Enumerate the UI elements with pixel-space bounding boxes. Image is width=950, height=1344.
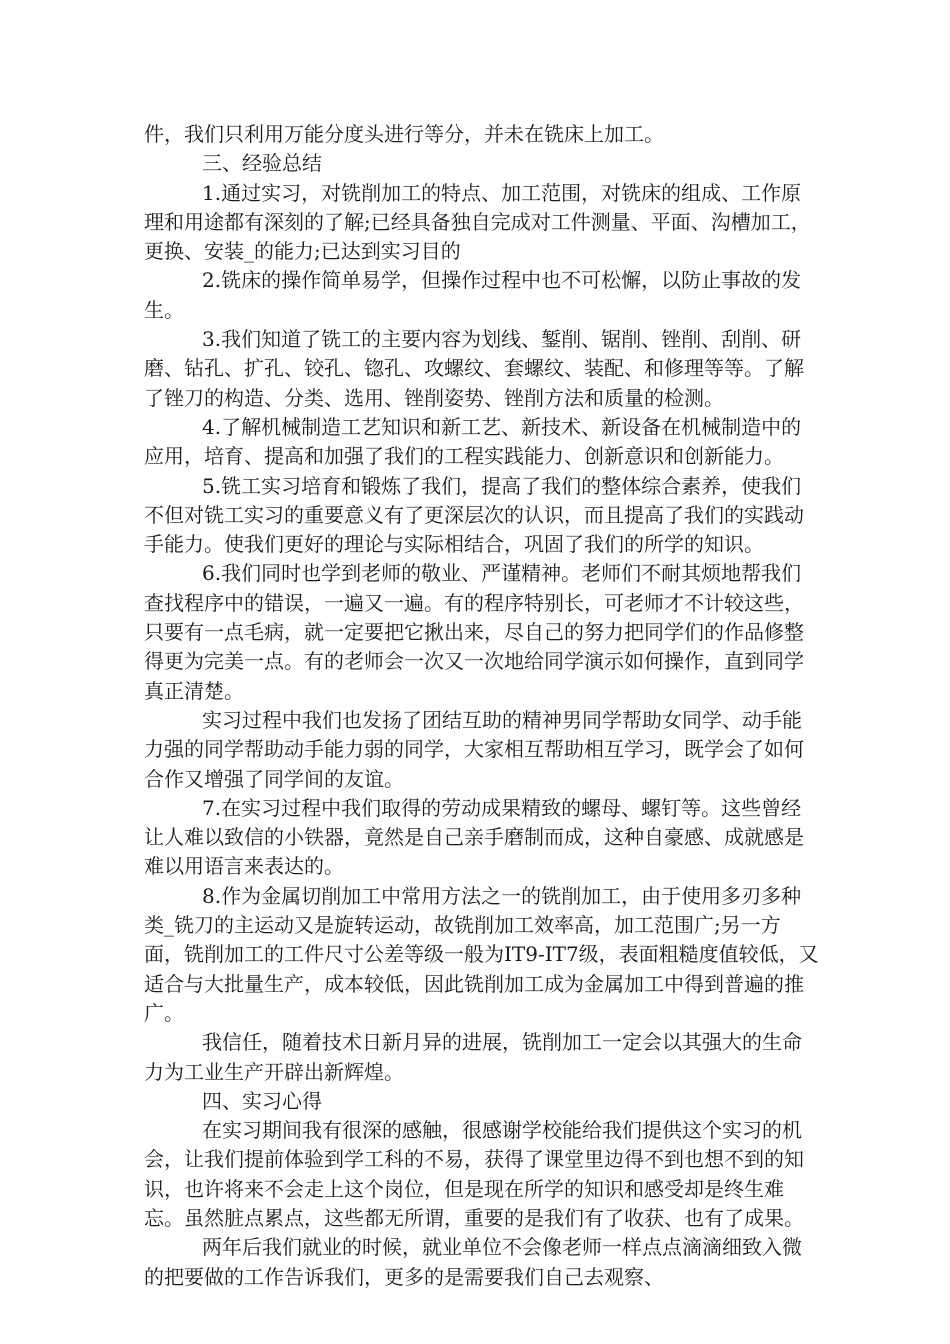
paragraph: 7.在实习过程中我们取得的劳动成果精致的螺母、螺钉等。这些曾经让人难以致信的小铁器，竟然是自己亲手磨制而成，这种自豪感、成就感是难以用语言来表达的。 [144,795,804,879]
paragraph: 2.铣床的操作简单易学，但操作过程中也不可松懈，以防止事故的发生。 [144,268,802,322]
paragraph: 两年后我们就业的时候，就业单位不会像老师一样点点滴滴细致入微的把要做的工作告诉我们，更多的是需要我们自己去观察、 [144,1235,802,1289]
paragraph: 在实习期间我有很深的感触，很感谢学校能给我们提供这个实习的机会，让我们提前体验到学工科的不易，获得了课堂里边得不到也想不到的知识，也许将来不会走上这个岗位，但是现在所学的知识和感受却是终生难忘。虽然脏点累点，这些都无所谓，重要的是我们有了收获、也有了成果。 [144,1118,804,1230]
paragraph: 4.了解机械制造工艺知识和新工艺、新技术、新设备在机械制造中的应用，培育、提高和加强了我们的工程实践能力、创新意识和创新能力。 [144,414,802,469]
paragraph: 件，我们只利用万能分度头进行等分，并未在铣床上加工。 [144,122,664,146]
paragraph: 8.作为金属切削加工中常用方法之一的铣削加工，由于使用多刃多种类_铣刀的主运动又是旋转运动，故铣削加工效率高，加工范围广;另一方面，铣削加工的工件尺寸公差等级一般为IT9-IT7级，表面粗糙度值较低，又适合与大批量生产，成本较低，因此铣削加工成为金属加工中得到普遍的推广。 [144,883,819,1025]
paragraph: 3.我们知道了铣工的主要内容为划线、錾削、锯削、锉削、刮削、研磨、钻孔、扩孔、铰孔、锪孔、攻螺纹、套螺纹、装配、和修理等等。了解了锉刀的构造、分类、选用、锉削姿势、锉削方法和质量的检测。 [144,327,804,410]
paragraph: 我信任，随着技术日新月异的进展，铣削加工一定会以其强大的生命力为工业生产开辟出新辉煌。 [144,1030,802,1084]
paragraph: 实习过程中我们也发扬了团结互助的精神男同学帮助女同学、动手能力强的同学帮助动手能力弱的同学，大家相互帮助相互学习，既学会了如何合作又增强了同学间的友谊。 [144,707,804,791]
section-heading: 三、经验总结 [202,151,322,176]
document-body [144,120,820,1292]
section-heading: 四、实习心得 [202,1088,322,1113]
paragraph: 1.通过实习，对铣削加工的特点、加工范围，对铣床的组成、工作原理和用途都有深刻的了解;已经具备独自完成对工件测量、平面、沟槽加工，更换、安装_的能力;已达到实习目的 [144,180,811,264]
paragraph: 5.铣工实习培育和锻炼了我们，提高了我们的整体综合素养，使我们不但对铣工实习的重要意义有了更深层次的认识，而且提高了我们的实践动手能力。使我们更好的理论与实际相结合，巩固了我们的所学的知识。 [144,473,804,557]
paragraph: 6.我们同时也学到老师的敬业、严谨精神。老师们不耐其烦地帮我们查找程序中的错误，一遍又一遍。有的程序特别长，可老师才不计较这些，只要有一点毛病，就一定要把它揪出来，尽自己的努力把同学们的作品修整得更为完美一点。有的老师会一次又一次地给同学演示如何操作，直到同学真正清楚。 [144,561,804,703]
